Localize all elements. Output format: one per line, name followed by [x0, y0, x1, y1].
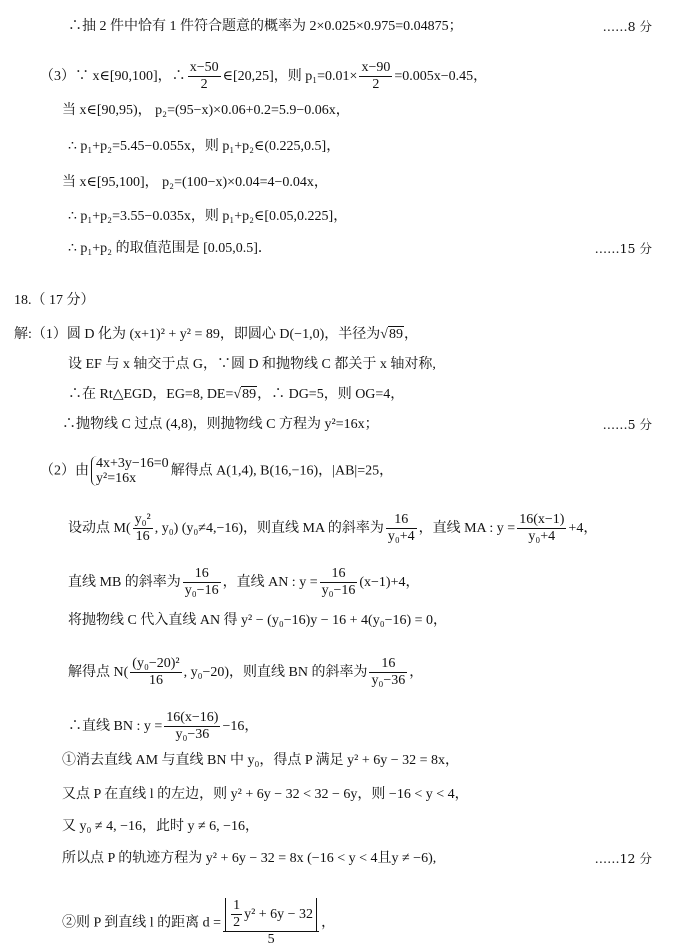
- fraction: $\frac{16}{\text{y₀−16}}$: [321, 566, 356, 598]
- line-locus-equation: 所以点 P 的轨迹方程为 y² + 6y − 32 = 8x (−16 < y < 4且y ≠ −6),: [62, 851, 437, 866]
- fraction: $\frac{16}{\text{y₀+4}}$: [387, 512, 415, 544]
- score-15: ……15 分: [594, 241, 652, 256]
- fraction: $\frac{1}{2}$ y² + 6y − 32 5: [223, 898, 319, 948]
- line-left-of-l: 又点 P 在直线 l 的左边，则 y² + 6y − 32 < 32 − 6y，则 −16 < y < 4，: [62, 787, 469, 802]
- line-probability-result: ∴抽 2 件中恰有 1 件符合题意的概率为 2×0.025×0.975=0.04875；: [68, 19, 463, 34]
- line-substitute-an: 将抛物线 C 代入直线 AN 得 y² − (y₀−16)y − 16 + 4(y₀−16) = 0，: [68, 613, 448, 628]
- line-slope-mb: 直线 MB 的斜率为 $\frac{16}{\text{y₀−16}}$ ，直线 AN : y = $\frac{16}{\text{y₀−16}}$ (x−1)+4，: [68, 566, 420, 598]
- fraction: $\frac{x-50}{2}$: [189, 60, 219, 92]
- fraction: $\frac{16(x-1)}{\text{y₀+4}}$: [519, 512, 565, 544]
- line-parabola-eq: ∴抛物线 C 过点 (4,8)，则抛物线 C 方程为 y²=16x；: [62, 417, 379, 432]
- line-sum-range-2: ∴ p₁+p₂=3.55−0.035x，则 p₁+p₂∈[0.05,0.225]，: [68, 209, 348, 224]
- line-y-exclusion: 又 y₀ ≠ 4, −16，此时 y ≠ 6, −16，: [62, 819, 260, 834]
- line-sum-range-1: ∴ p₁+p₂=5.45−0.055x，则 p₁+p₂∈(0.225,0.5]，: [68, 139, 341, 154]
- line-distance-d: ②则 P 到直线 l 的距离 d = $\frac{1}{2}$ y² + 6y − 32 5 ，: [62, 898, 336, 947]
- score-12: ……12 分: [594, 851, 652, 866]
- question-18-heading: 18.（ 17 分）: [14, 293, 95, 308]
- line-case-95-100: 当 x∈[95,100]， p₂=(100−x)×0.04=4−0.04x，: [62, 175, 328, 190]
- fraction: $\frac{16(x-16)}{\text{y₀−36}}$: [166, 710, 219, 742]
- line-bn-equation: ∴直线 BN : y = $\frac{16(x-16)}{\text{y₀−36}}$ −16，: [68, 710, 259, 742]
- fraction: $\frac{16}{\text{y₀−16}}$: [184, 566, 219, 598]
- line-range-conclusion: ∴ p₁+p₂ 的取值范围是 [0.05,0.5]．: [68, 241, 272, 256]
- equation-system: 4x+3y−16=0 y²=16x: [91, 456, 169, 486]
- score-5: ……5 分: [602, 417, 652, 432]
- line-triangle-egd: ∴在 Rt△EGD，EG=8, DE=√89，∴ DG=5，则 OG=4，: [68, 387, 405, 402]
- line-part2-system: （2）由 4x+3y−16=0 y²=16x 解得点 A(1,4), B(16,−16)，|AB|=25，: [40, 456, 394, 486]
- line-part3-p1: （3）∵ x∈[90,100]，∴ $\frac{x-50}{2}$ ∈[20,25]，则 p₁=0.01× $\frac{x-90}{2}$ =0.005x−0.45，: [40, 60, 488, 92]
- fraction: $\frac{\text{y₀²}}{16}$: [134, 512, 151, 544]
- fraction: $\frac{\text{(y₀−20)²}}{16}$: [132, 656, 180, 688]
- line-case-90-95: 当 x∈[90,95)， p₂=(95−x)×0.06+0.2=5.9−0.06x，: [62, 103, 350, 118]
- line-point-m: 设动点 M( $\frac{\text{y₀²}}{16}$ , y₀) (y₀≠4,−16)，则直线 MA 的斜率为 $\frac{16}{\text{y₀+4}}$ ，直线 MA : y = $\frac{16(x-1)}{\text{y₀+4}}$ +4，: [68, 512, 598, 544]
- line-point-n: 解得点 N( $\frac{\text{(y₀−20)²}}{16}$ , y₀−20)，则直线 BN 的斜率为 $\frac{16}{\text{y₀−36}}$ ，: [68, 656, 424, 688]
- line-circle-d: 解:（1）圆 D 化为 (x+1)² + y² = 89，即圆心 D(−1,0)，半径为√89，: [14, 327, 418, 342]
- line-eliminate-y0: ①消去直线 AM 与直线 BN 中 y₀，得点 P 满足 y² + 6y − 32 = 8x，: [62, 753, 460, 768]
- line-set-ef: 设 EF 与 x 轴交于点 G，∵圆 D 和抛物线 C 都关于 x 轴对称,: [68, 357, 436, 372]
- score-8: ……8 分: [602, 19, 652, 34]
- fraction: $\frac{x-90}{2}$: [361, 60, 391, 92]
- fraction: $\frac{16}{\text{y₀−36}}$: [371, 656, 406, 688]
